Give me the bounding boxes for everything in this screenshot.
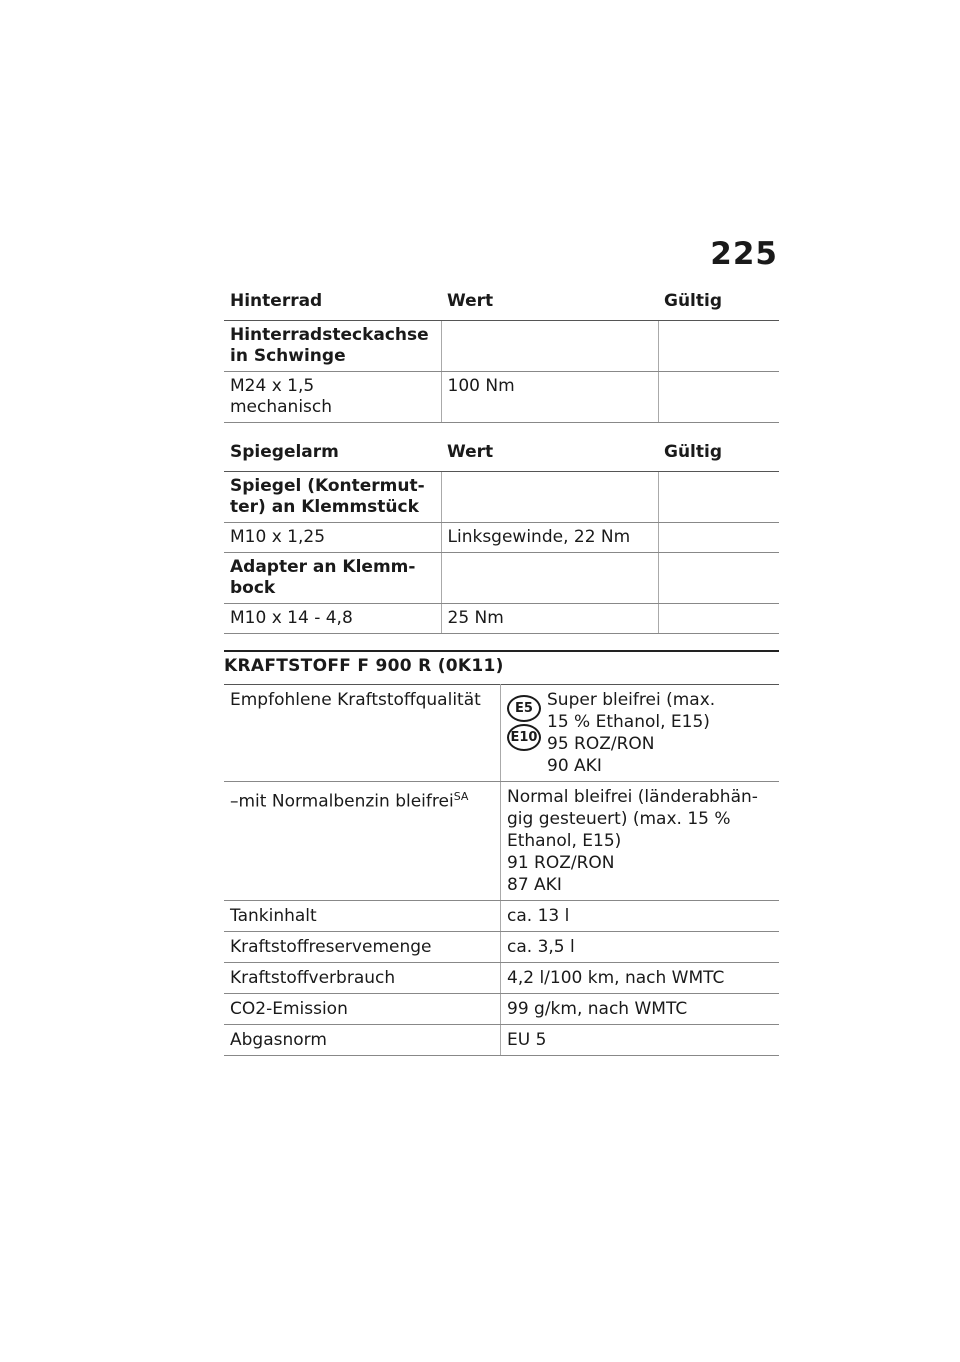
table-cell: M10 x 1,25 [224,523,441,553]
column-header: Hinterrad [224,286,441,321]
table-row [224,1025,779,1056]
normal-fuel-label: mit Normalbenzin bleifrei [238,791,454,812]
table-cell [658,472,779,523]
table-cell [658,372,779,423]
fuel-quality-cell [507,689,773,777]
table-cell: M10 x 14 - 4,8 [224,604,441,634]
table-cell: 100 Nm [441,372,658,423]
table-cell: 99 g/km, nach WMTC [501,994,780,1025]
table-row [224,994,779,1025]
optional-equipment-marker: SA [453,790,469,803]
section-title: KRAFTSTOFF F 900 R (0K11) [224,650,779,684]
table-cell [658,553,779,604]
e10-fuel-icon: E10 [507,724,541,751]
table-row [224,782,779,901]
table-cell [658,523,779,553]
table-row [224,932,779,963]
cell-line: gig gesteuert) (max. 15 % [507,809,731,829]
cell-line: 15 % Ethanol, E15) [547,712,710,732]
cell-line: 95 ROZ/RON [547,734,655,754]
table-row [224,321,779,372]
table-cell: Kraftstoffreservemenge [224,932,501,963]
cell-line: Super bleifrei (max. [547,690,716,710]
table-cell: Kraftstoffverbrauch [224,963,501,994]
cell-line: 91 ROZ/RON [507,853,615,873]
table-row [224,901,779,932]
e5-fuel-icon: E5 [507,695,541,722]
table-row [224,372,779,423]
table-cell [441,553,658,604]
table-cell: Hinterradsteckachse in Schwinge [224,321,441,372]
table-cell: Empfohlene Kraftstoffqualität [224,685,501,782]
table-header-row [224,286,779,321]
page-content [224,286,779,1056]
column-header: Wert [441,286,658,321]
cell-line: M24 x 1,5 [230,376,315,396]
page-number: 225 [710,236,778,272]
table-cell [224,782,501,901]
table-cell: Linksgewinde, 22 Nm [441,523,658,553]
column-header: Wert [441,437,658,472]
table-cell: Abgasnorm [224,1025,501,1056]
table-cell: EU 5 [501,1025,780,1056]
table-row [224,685,779,782]
fuel-table [224,684,779,1056]
table-cell: Spiegel (Kontermut-ter) an Klemmstück [224,472,441,523]
fuel-quality-text [547,689,715,777]
cell-line: 90 AKI [547,756,602,776]
table-cell: CO2-Emission [224,994,501,1025]
table-cell [441,321,658,372]
table-cell [658,604,779,634]
table-row [224,523,779,553]
mirror-arm-table [224,437,779,634]
table-cell [658,321,779,372]
column-header: Gültig [658,286,779,321]
table-row [224,472,779,523]
cell-line: 87 AKI [507,875,562,895]
cell-line: Normal bleifrei (länderabhän- [507,787,758,807]
rear-wheel-table [224,286,779,423]
fuel-badges [507,689,541,777]
table-row [224,963,779,994]
table-row [224,553,779,604]
table-cell: ca. 13 l [501,901,780,932]
table-header-row [224,437,779,472]
table-cell: Adapter an Klemm-bock [224,553,441,604]
table-cell: Tankinhalt [224,901,501,932]
cell-line: Ethanol, E15) [507,831,622,851]
table-cell: ca. 3,5 l [501,932,780,963]
table-cell [501,782,780,901]
table-row [224,604,779,634]
dash-icon: – [230,791,239,812]
table-cell: 4,2 l/100 km, nach WMTC [501,963,780,994]
column-header: Gültig [658,437,779,472]
table-cell: 25 Nm [441,604,658,634]
table-cell [224,372,441,423]
table-cell [501,685,780,782]
cell-line: mechanisch [230,397,333,417]
table-cell [441,472,658,523]
column-header: Spiegelarm [224,437,441,472]
